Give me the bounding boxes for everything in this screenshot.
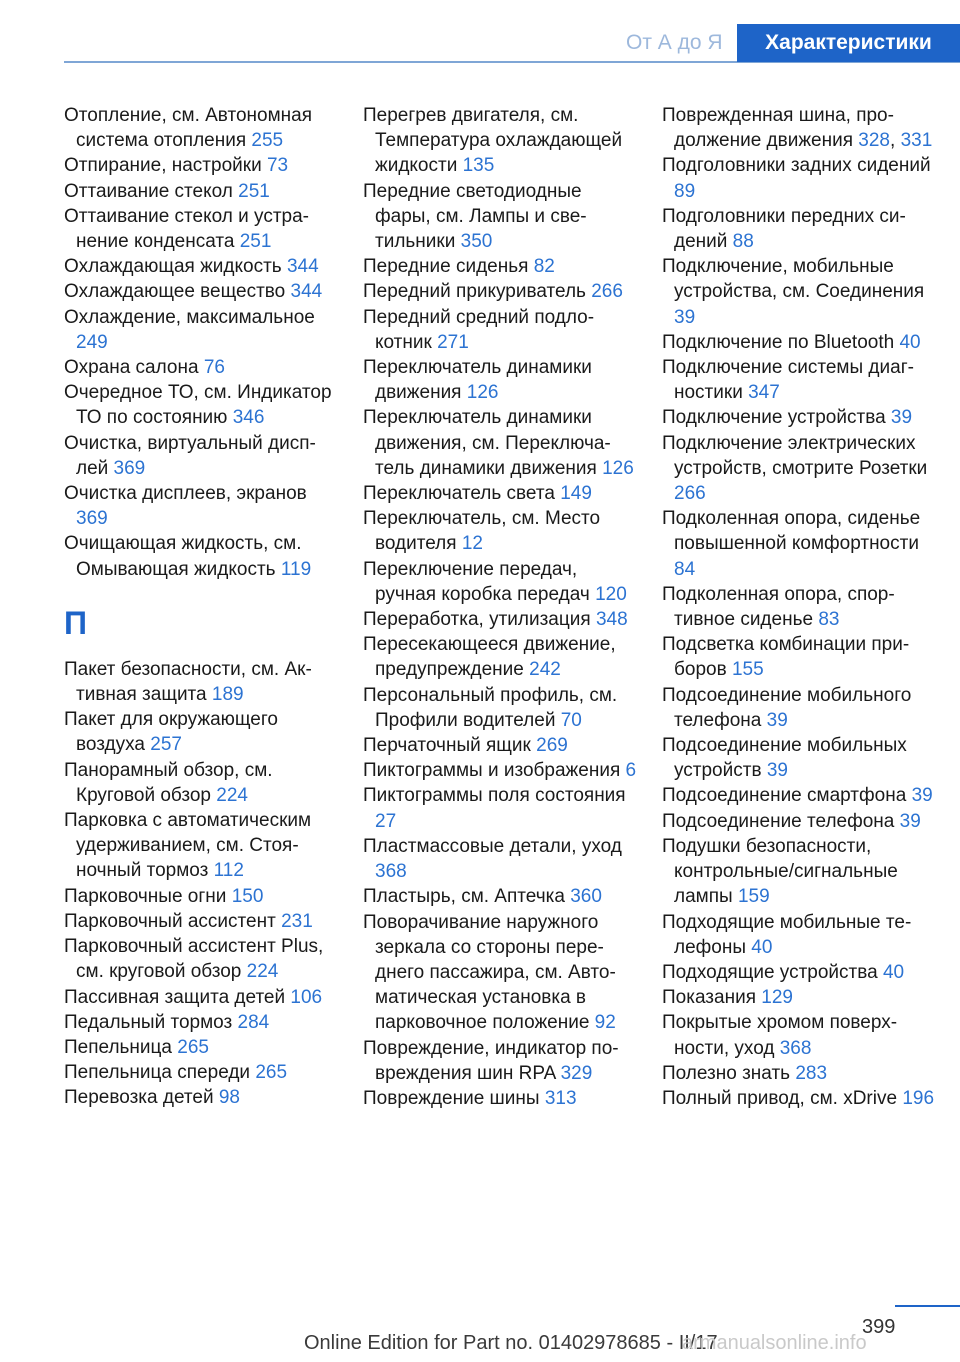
index-entry (662, 809, 937, 834)
index-entry-text: Переключатель, см. Место водителя (363, 508, 601, 555)
index-entry-text: Подколенная опора, сиденье повышенной комфортности (662, 508, 921, 555)
page-reference-link[interactable]: 70 (560, 709, 582, 731)
index-entry-text: Парковочный ассистент (64, 910, 282, 932)
index-entry-text: Подключение по Bluetooth (662, 331, 900, 353)
index-entry-text: Оттаивание стекол (64, 180, 239, 202)
index-entry (64, 1085, 339, 1110)
index-entry (363, 884, 638, 909)
index-entry (64, 1060, 339, 1085)
index-entry-text: Подколенная опора, спортивное сиденье (662, 583, 895, 631)
index-entry (64, 179, 339, 204)
index-entry (363, 405, 638, 481)
index-entry-text: Пакет для окружающего воздуха (64, 709, 278, 756)
index-entry (64, 204, 339, 254)
page-reference-link[interactable]: 251 (239, 231, 272, 253)
index-entry (363, 632, 638, 682)
index-entry-text: Подключение, мобильные устройства, см. Соединения (662, 256, 925, 303)
page-reference-link[interactable]: 119 (280, 558, 312, 580)
page-reference-link[interactable]: 159 (737, 886, 770, 908)
index-entry (363, 279, 638, 304)
index-entry (64, 103, 339, 153)
header-section-characteristics[interactable]: Характеристики (737, 24, 960, 62)
index-entry (662, 910, 937, 960)
index-entry (662, 632, 937, 682)
index-entry (64, 481, 339, 531)
index-entry-text: Персональный профиль, см. Профили водителей (363, 684, 618, 731)
index-entry-text: Полный привод, см. xDrive (662, 1087, 903, 1109)
page-reference-link[interactable]: 231 (281, 910, 313, 932)
index-entry (363, 683, 638, 733)
page-reference-link[interactable]: 39 (766, 760, 788, 782)
page-reference-link[interactable]: 271 (437, 331, 469, 353)
page-reference-link[interactable]: 369 (113, 457, 146, 479)
index-entry (662, 834, 937, 910)
page-reference-link[interactable]: 350 (460, 231, 493, 253)
index-entry-text: Показания (662, 987, 762, 1009)
index-entry (662, 960, 937, 985)
index-entry-text: Панорамный обзор, см. Круговой обзор (64, 759, 273, 806)
index-entry-text: Передние светодиодные фары, см. Лампы и светильники (363, 180, 587, 253)
index-entry-text: Поврежденная шина, продолжение движения (662, 105, 894, 152)
page-reference-link[interactable]: 27 (375, 810, 397, 832)
page-reference-link[interactable]: 344 (290, 281, 323, 303)
index-entry-text: Переключение передач, ручная коробка передач (363, 558, 596, 605)
index-entry (662, 431, 937, 507)
page-reference-link[interactable]: 39 (674, 306, 696, 328)
page-reference-link[interactable]: 344 (286, 256, 319, 278)
page-reference-link[interactable]: 40 (882, 961, 905, 983)
index-entry (64, 279, 339, 304)
index-entry-text: Подсоединение мобильного телефона (662, 684, 912, 731)
index-entry (64, 1035, 339, 1060)
page-reference-link[interactable]: 39 (766, 709, 788, 731)
index-entry-text: Охлаждение, максимальное (64, 306, 315, 328)
page-reference-link[interactable]: 257 (150, 734, 182, 756)
index-entry-text: Охлаждающее вещество (64, 281, 291, 303)
index-entry-text: Переключатель динамики движения, см. Переключатель динамики движения (363, 407, 611, 479)
page-reference-link[interactable]: 98 (218, 1087, 240, 1109)
index-entry-text: Очистка, виртуальный дисплей (64, 432, 316, 479)
page-reference-link[interactable]: 283 (795, 1062, 828, 1084)
index-entry-text: Поворачивание наружного зеркала со стороны переднего пассажира, см. Автоматическая установка в парковочное положение (363, 911, 616, 1034)
page-reference-link[interactable]: 82 (533, 256, 555, 278)
index-entry-text: Подключение электрических устройств, смотрите Розетки (662, 432, 928, 479)
index-entry (662, 985, 937, 1010)
page-reference-link[interactable]: 348 (595, 609, 628, 631)
page-reference-link[interactable]: 135 (462, 155, 495, 177)
page-reference-link[interactable]: 83 (818, 609, 840, 631)
page-reference-link[interactable]: 242 (529, 659, 561, 681)
index-entry (363, 179, 638, 255)
index-entry (363, 783, 638, 833)
index-entry-text: Перевозка детей (64, 1087, 219, 1109)
index-entry-text: Пиктограммы поля состояния (363, 785, 626, 807)
page-reference-link[interactable]: 155 (731, 659, 764, 681)
page-reference-link[interactable]: 368 (375, 861, 407, 883)
index-entry (662, 733, 937, 783)
index-entry-text: Пластырь, см. Аптечка (363, 886, 571, 908)
page-reference-link[interactable]: 224 (246, 961, 279, 983)
index-entry-text: Охрана салона (64, 357, 204, 379)
index-entry-text: Подключение системы диагностики (662, 357, 914, 404)
index-entry (64, 758, 339, 808)
page-reference-link[interactable]: 84 (674, 558, 696, 580)
page-reference-link[interactable]: 251 (238, 180, 270, 202)
index-entry (64, 153, 339, 178)
page-reference-link[interactable]: 39 (911, 785, 933, 807)
index-entry-text: Покрытые хромом поверхности, уход (662, 1012, 898, 1059)
watermark-text: armanualsonline.info (682, 1332, 867, 1354)
index-entry-text: Пиктограммы и изображения (363, 760, 626, 782)
index-entry (662, 582, 937, 632)
index-entry (363, 103, 638, 179)
index-entry-text: Переключатель динамики движения (363, 357, 592, 404)
index-entry (662, 1061, 937, 1086)
index-entry (363, 834, 638, 884)
index-entry (64, 531, 339, 581)
index-entry (64, 431, 339, 481)
index-entry (363, 305, 638, 355)
index-entry-text: Переработка, утилизация (363, 609, 596, 631)
page-number: 399 (862, 1316, 896, 1338)
index-entry-text: Подключение устройства (662, 407, 891, 429)
index-entry-text: Очищающая жидкость, см. Омывающая жидкость (64, 533, 302, 580)
page-reference-link[interactable]: 368 (779, 1037, 812, 1059)
index-entry (363, 557, 638, 607)
index-entry (662, 405, 937, 430)
page-reference-link[interactable]: 224 (216, 784, 248, 806)
page-reference-link[interactable]: 266 (591, 281, 623, 303)
page-reference-link[interactable]: 73 (266, 155, 289, 177)
page-reference-link[interactable]: 39 (899, 810, 921, 832)
index-entry-text: Переключатель света (363, 483, 561, 505)
index-entry (662, 506, 937, 582)
page-reference-link[interactable]: 89 (674, 180, 696, 202)
index-entry (64, 909, 339, 934)
page-reference-link[interactable]: 369 (76, 508, 108, 530)
page-reference-link[interactable]: 265 (255, 1062, 288, 1084)
edition-text: Online Edition for Part no. 01402978685 - II/17 (304, 1332, 718, 1354)
index-entry-text: Подсоединение телефона (662, 810, 900, 832)
page-reference-link[interactable]: 265 (177, 1036, 209, 1058)
index-entry-text: Передний прикуриватель (363, 281, 592, 303)
page-reference-link[interactable]: 189 (211, 684, 244, 706)
page-reference-link[interactable]: 266 (674, 483, 706, 505)
page-reference-link[interactable]: 40 (899, 331, 921, 353)
index-entry-text: Педальный тормоз (64, 1011, 238, 1033)
index-entry (363, 758, 638, 783)
index-entry-text: Перчаточный ящик (363, 735, 537, 757)
page-reference-link[interactable]: 92 (594, 1012, 616, 1034)
index-entry-text: Подсоединение смартфона (662, 785, 912, 807)
index-entry (64, 985, 339, 1010)
index-entry (64, 884, 339, 909)
page-reference-link[interactable]: 196 (902, 1087, 935, 1109)
page-reference-link[interactable]: 76 (203, 357, 225, 379)
index-letter-heading: П (64, 604, 87, 641)
index-entry (662, 1010, 937, 1060)
index-entry-text: Пепельница (64, 1036, 178, 1058)
index-entry (662, 330, 937, 355)
index-entry (363, 506, 638, 556)
page-reference-link[interactable]: 88 (732, 231, 754, 253)
index-entry-text: Подходящие мобильные телефоны (662, 911, 912, 958)
index-entry (64, 707, 339, 757)
index-entry (64, 657, 339, 707)
index-entry-text: Парковочный ассистент Plus, см. круговой обзор (64, 936, 324, 983)
index-entry-text: Подсоединение мобильных устройств (662, 735, 907, 782)
index-entry (64, 380, 339, 430)
index-entry-text: Повреждение шины (363, 1087, 545, 1109)
index-entry (662, 1086, 937, 1111)
index-entry-text: Пластмассовые детали, уход (363, 835, 622, 857)
index-entry (363, 1036, 638, 1086)
index-entry-text: Подголовники передних сидений (662, 205, 906, 253)
page-reference-link[interactable]: 120 (595, 583, 627, 605)
index-entry (363, 910, 638, 1036)
index-entry-text: Очередное ТО, см. Индикатор ТО по состоянию (64, 382, 332, 429)
header-section-a-z[interactable]: От А до Я (626, 31, 723, 54)
index-entry-text: Передний средний подлокотник (363, 306, 595, 353)
page-reference-link[interactable]: 255 (251, 130, 284, 152)
index-entry-text: Пассивная защита детей (64, 986, 291, 1008)
page-reference-link[interactable]: 269 (536, 735, 568, 757)
page-reference-link[interactable]: 40 (751, 936, 773, 958)
page-reference-link[interactable]: 313 (544, 1087, 577, 1109)
index-entry (64, 934, 339, 984)
page-reference-link[interactable]: 150 (231, 885, 264, 907)
page-reference-link[interactable]: 112 (213, 860, 244, 882)
index-entry-text: Перегрев двигателя, см. Температура охлаждающей жидкости (363, 105, 623, 177)
index-entry (662, 153, 937, 203)
index-entry-text: Охлаждающая жидкость (64, 256, 287, 278)
index-entry-text: Парковка с автоматическим удерживанием, см. Стояночный тормоз (64, 810, 312, 882)
index-entry (363, 355, 638, 405)
index-entry-text: Полезно знать (662, 1062, 796, 1084)
index-entry (363, 254, 638, 279)
footer-rule (895, 1305, 960, 1307)
page-reference-link[interactable]: 328 (858, 130, 890, 152)
page-reference-link[interactable]: 284 (237, 1011, 270, 1033)
index-entry (363, 607, 638, 632)
index-entry-text: Подголовники задних сидений (662, 155, 931, 177)
index-entry-text: Передние сиденья (363, 256, 534, 278)
index-entry (662, 355, 937, 405)
index-entry-text: Подсветка комбинации приборов (662, 634, 910, 681)
page-reference-link[interactable]: 329 (560, 1062, 593, 1084)
index-entry-text: Пепельница спереди (64, 1062, 256, 1084)
page-reference-link[interactable]: 6 (625, 760, 637, 782)
index-entry-text: Парковочные огни (64, 885, 232, 907)
index-entry-text: Подходящие устройства (662, 961, 883, 983)
page-reference-link[interactable]: 249 (76, 331, 108, 353)
index-entry (363, 733, 638, 758)
index-entry (363, 481, 638, 506)
page-reference-link[interactable]: 126 (602, 457, 634, 479)
index-entry-text: Подушки безопасности, контрольные/сигнальные лампы (662, 835, 898, 908)
page-reference-link[interactable]: 346 (232, 407, 265, 429)
page-reference-link[interactable]: 129 (761, 987, 793, 1009)
page-reference-link[interactable]: 126 (466, 382, 499, 404)
index-entry-text: Повреждение, индикатор повреждения шин RPA (363, 1037, 619, 1084)
index-column-1 (64, 103, 339, 1111)
page-reference-link[interactable]: 12 (461, 533, 483, 555)
index-column-3 (662, 103, 937, 1111)
index-entry: Поврежденная шина, продолжение движения 328, 331 (662, 105, 933, 152)
page-reference-link[interactable]: 331 (900, 130, 933, 152)
index-entry (662, 683, 937, 733)
index-entry-text: Пакет безопасности, см. Активная защита (64, 658, 312, 706)
page-reference-link[interactable]: 39 (890, 407, 913, 429)
index-entry (662, 204, 937, 254)
index-entry (363, 1086, 638, 1111)
index-entry-text: Отопление, см. Автономная система отопления (64, 105, 313, 152)
index-entry-text: Пересекающееся движение, предупреждение (363, 634, 616, 681)
index-entry (64, 1010, 339, 1035)
page-reference-link[interactable]: 360 (570, 886, 602, 908)
index-entry-text: Очистка дисплеев, экранов (64, 483, 307, 505)
index-column-2 (363, 103, 638, 1111)
index-entry (662, 783, 937, 808)
index-entry-text: Оттаивание стекол и устранение конденсата (64, 205, 309, 253)
index-entry (64, 305, 339, 355)
page-reference-link[interactable]: 106 (290, 986, 323, 1008)
index-entry-text: Отпирание, настройки (64, 155, 267, 177)
page-reference-link[interactable]: 347 (748, 382, 780, 404)
page-reference-link[interactable]: 149 (560, 483, 592, 505)
index-entry (64, 254, 339, 279)
index-entry (64, 808, 339, 884)
index-entry (662, 254, 937, 330)
index-entry (64, 355, 339, 380)
